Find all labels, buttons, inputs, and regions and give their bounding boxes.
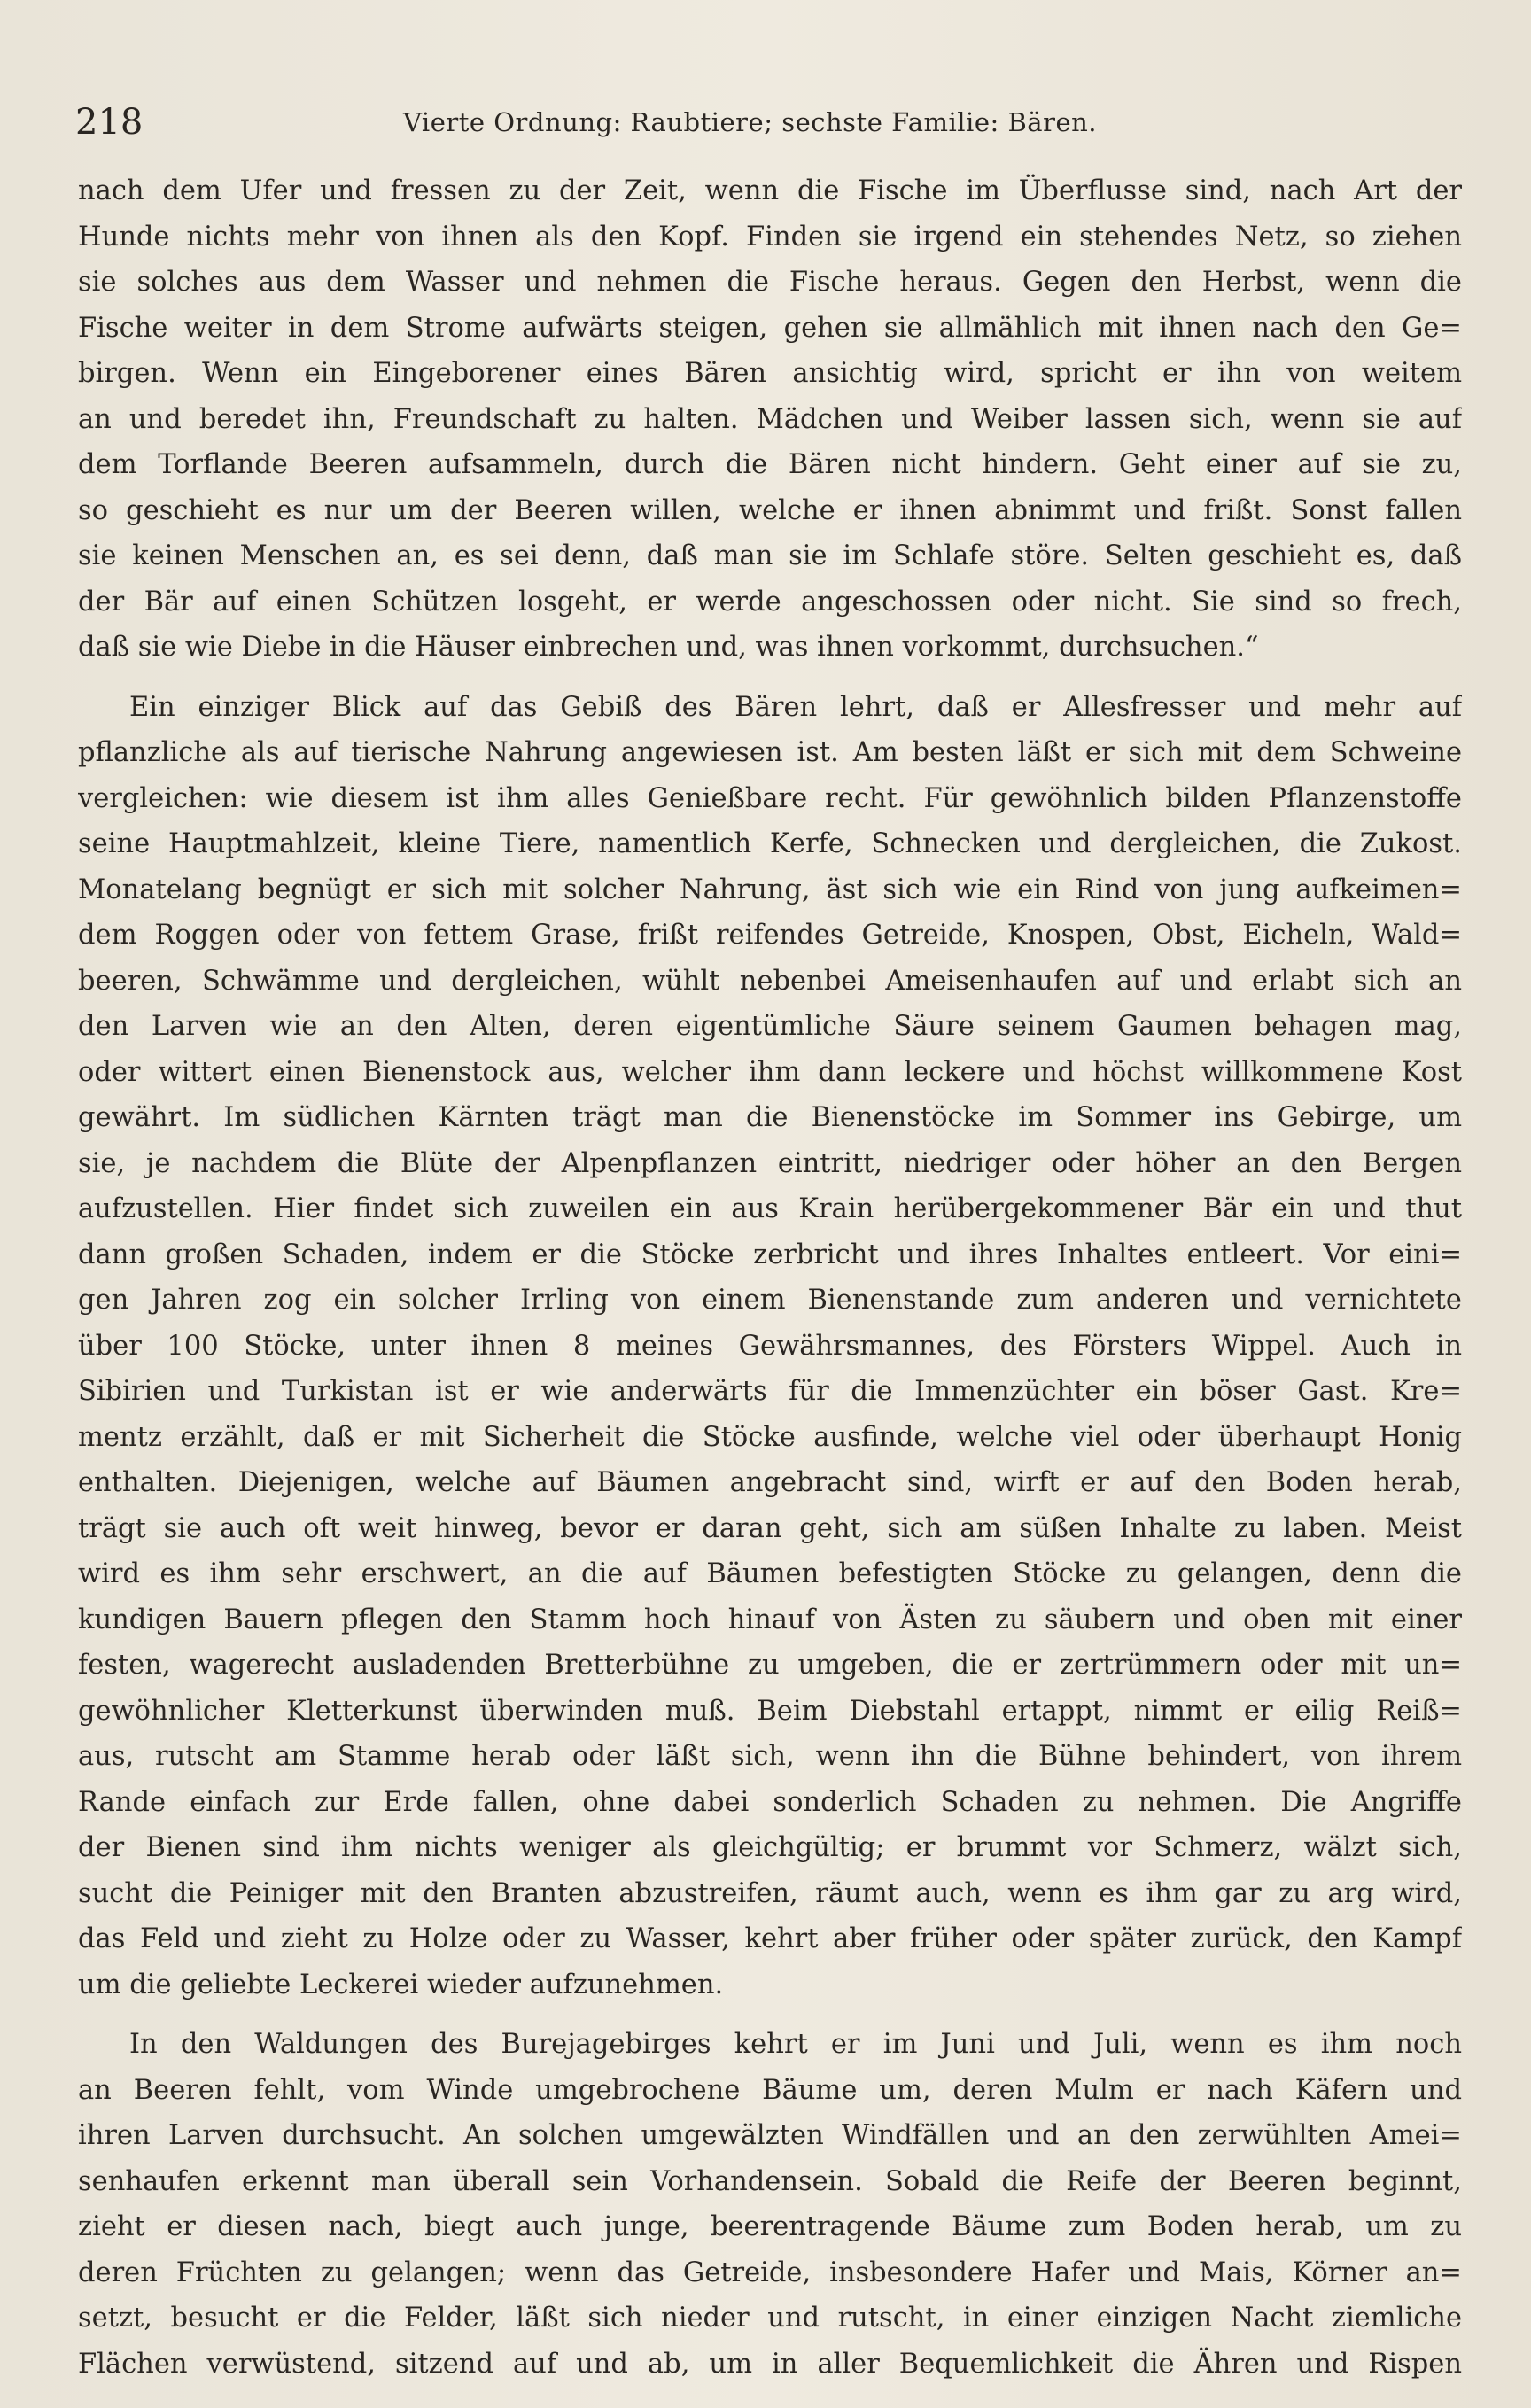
text-line: gen Jahren zog ein solcher Irrling von einem Bienenstande zum anderen und vernichtete — [78, 1285, 1462, 1316]
text-line: pflanzliche als auf tierische Nahrung angewiesen ist. Am besten läßt er sich mit dem Schweine — [78, 737, 1462, 768]
body-text — [78, 168, 1462, 2387]
text-line: aus, rutscht am Stamme herab oder läßt sich, wenn ihn die Bühne behindert, von ihrem — [78, 1741, 1462, 1772]
text-line: ihren Larven durchsucht. An solchen umgewälzten Windfällen und an den zerwühlten Amei= — [78, 2120, 1462, 2151]
text-line: sie, je nachdem die Blüte der Alpenpflanzen eintritt, niedriger oder höher an den Bergen — [78, 1147, 1462, 1179]
text-line: über 100 Stöcke, unter ihnen 8 meines Gewährsmannes, des Försters Wippel. Auch in — [78, 1330, 1462, 1362]
text-line: gewährt. Im südlichen Kärnten trägt man die Bienenstöcke im Sommer ins Gebirge, um — [78, 1102, 1462, 1133]
text-line: sie solches aus dem Wasser und nehmen die Fische heraus. Gegen den Herbst, wenn die — [78, 267, 1462, 298]
text-line: festen, wagerecht ausladenden Bretterbühne zu umgeben, die er zertrümmern oder mit un= — [78, 1650, 1462, 1681]
text-line: Monatelang begnügt er sich mit solcher Nahrung, äst sich wie ein Rind von jung aufkeimen= — [78, 874, 1462, 905]
text-line: deren Früchten zu gelangen; wenn das Getreide, insbesondere Hafer und Mais, Körner an= — [78, 2257, 1462, 2288]
text-line: senhaufen erkennt man überall sein Vorhandensein. Sobald die Reife der Beeren beginnt, — [78, 2165, 1462, 2197]
text-line: der Bienen sind ihm nichts weniger als gleichgültig; er brummt vor Schmerz, wälzt sich, — [78, 1832, 1462, 1863]
text-line: sucht die Peiniger mit den Branten abzustreifen, räumt auch, wenn es ihm gar zu arg wird, — [78, 1877, 1462, 1909]
text-line: an Beeren fehlt, vom Winde umgebrochene Bäume um, deren Mulm er nach Käfern und — [78, 2074, 1462, 2106]
text-line: In den Waldungen des Burejagebirges kehrt er im Juni und Juli, wenn es ihm noch — [129, 2029, 1462, 2060]
paragraph — [78, 685, 1462, 2008]
text-line: an und beredet ihn, Freundschaft zu halten. Mädchen und Weiber lassen sich, wenn sie auf — [78, 403, 1462, 435]
text-line: oder wittert einen Bienenstock aus, welcher ihm dann leckere und höchst willkommene Kost — [78, 1056, 1462, 1088]
text-line: kundigen Bauern pflegen den Stamm hoch hinauf von Ästen zu säubern und oben mit einer — [78, 1604, 1462, 1635]
text-line: daß sie wie Diebe in die Häuser einbrechen und, was ihnen vorkommt, durchsuchen.“ — [78, 632, 1259, 663]
text-line: Fische weiter in dem Strome aufwärts steigen, gehen sie allmählich mit ihnen nach den Ge= — [78, 312, 1462, 344]
text-line: mentz erzählt, daß er mit Sicherheit die Stöcke ausfinde, welche viel oder überhaupt Honig — [78, 1421, 1462, 1453]
text-line: sie keinen Menschen an, es sei denn, daß man sie im Schlafe störe. Selten geschieht es, daß — [78, 540, 1462, 571]
text-line: Hunde nichts mehr von ihnen als den Kopf. Finden sie irgend ein stehendes Netz, so ziehen — [78, 221, 1462, 252]
text-line: so geschieht es nur um der Beeren willen, welche er ihnen abnimmt und frißt. Sonst fallen — [78, 494, 1462, 526]
text-line: beeren, Schwämme und dergleichen, wühlt nebenbei Ameisenhaufen auf und erlabt sich an — [78, 965, 1462, 997]
text-line: den Larven wie an den Alten, deren eigentümliche Säure seinem Gaumen behagen mag, — [78, 1011, 1462, 1042]
running-head: Vierte Ordnung: Raubtiere; sechste Familie: Bären. — [403, 107, 1098, 137]
text-line: zieht er diesen nach, biegt auch junge, beerentragende Bäume zum Boden herab, um zu — [78, 2211, 1462, 2242]
text-line: trägt sie auch oft weit hinweg, bevor er daran geht, sich am süßen Inhalte zu laben. Meist — [78, 1512, 1462, 1544]
paragraph — [78, 2022, 1462, 2387]
page-header — [75, 96, 1475, 149]
text-line: setzt, besucht er die Felder, läßt sich nieder und rutscht, in einer einzigen Nacht ziemliche — [78, 2303, 1462, 2334]
text-line: Ein einziger Blick auf das Gebiß des Bären lehrt, daß er Allesfresser und mehr auf — [129, 691, 1462, 723]
text-line: enthalten. Diejenigen, welche auf Bäumen angebracht sind, wirft er auf den Boden herab, — [78, 1467, 1462, 1498]
text-line: dem Roggen oder von fettem Grase, frißt reifendes Getreide, Knospen, Obst, Eicheln, Wald= — [78, 920, 1462, 951]
text-line: Sibirien und Turkistan ist er wie anderwärts für die Immenzüchter ein böser Gast. Kre= — [78, 1376, 1462, 1407]
text-line: seine Hauptmahlzeit, kleine Tiere, namentlich Kerfe, Schnecken und dergleichen, die Zukost. — [78, 828, 1462, 859]
text-line: birgen. Wenn ein Eingeborener eines Bären ansichtig wird, spricht er ihn von weitem — [78, 358, 1462, 389]
page-number: 218 — [75, 102, 144, 143]
text-line: aufzustellen. Hier findet sich zuweilen ein aus Krain herübergekommener Bär ein und thut — [78, 1193, 1462, 1224]
text-line: gewöhnlicher Kletterkunst überwinden muß. Beim Diebstahl ertappt, nimmt er eilig Reiß= — [78, 1695, 1462, 1727]
text-line: der Bär auf einen Schützen losgeht, er werde angeschossen oder nicht. Sie sind so frech, — [78, 586, 1462, 618]
paragraph — [78, 168, 1462, 671]
text-line: nach dem Ufer und fressen zu der Zeit, wenn die Fische im Überflusse sind, nach Art der — [78, 175, 1462, 206]
text-line: wird es ihm sehr erschwert, an die auf Bäumen befestigten Stöcke zu gelangen, denn die — [78, 1558, 1462, 1589]
text-line: vergleichen: wie diesem ist ihm alles Genießbare recht. Für gewöhnlich bilden Pflanzenstoffe — [78, 782, 1462, 814]
text-line: das Feld und zieht zu Holze oder zu Wasser, kehrt aber früher oder später zurück, den Kampf — [78, 1923, 1462, 1954]
text-line: Flächen verwüstend, sitzend auf und ab, um in aller Bequemlichkeit die Ähren und Rispen — [78, 2348, 1462, 2380]
paragraph-gap — [78, 2008, 1462, 2022]
text-line: dem Torflande Beeren aufsammeln, durch die Bären nicht hindern. Geht einer auf sie zu, — [78, 449, 1462, 480]
text-line: Rande einfach zur Erde fallen, ohne dabei sonderlich Schaden zu nehmen. Die Angriffe — [78, 1786, 1462, 1818]
paragraph-gap — [78, 671, 1462, 685]
text-line: dann großen Schaden, indem er die Stöcke zerbricht und ihres Inhaltes entleert. Vor eini= — [78, 1239, 1462, 1270]
text-line: um die geliebte Leckerei wieder aufzunehmen. — [78, 1969, 724, 2000]
